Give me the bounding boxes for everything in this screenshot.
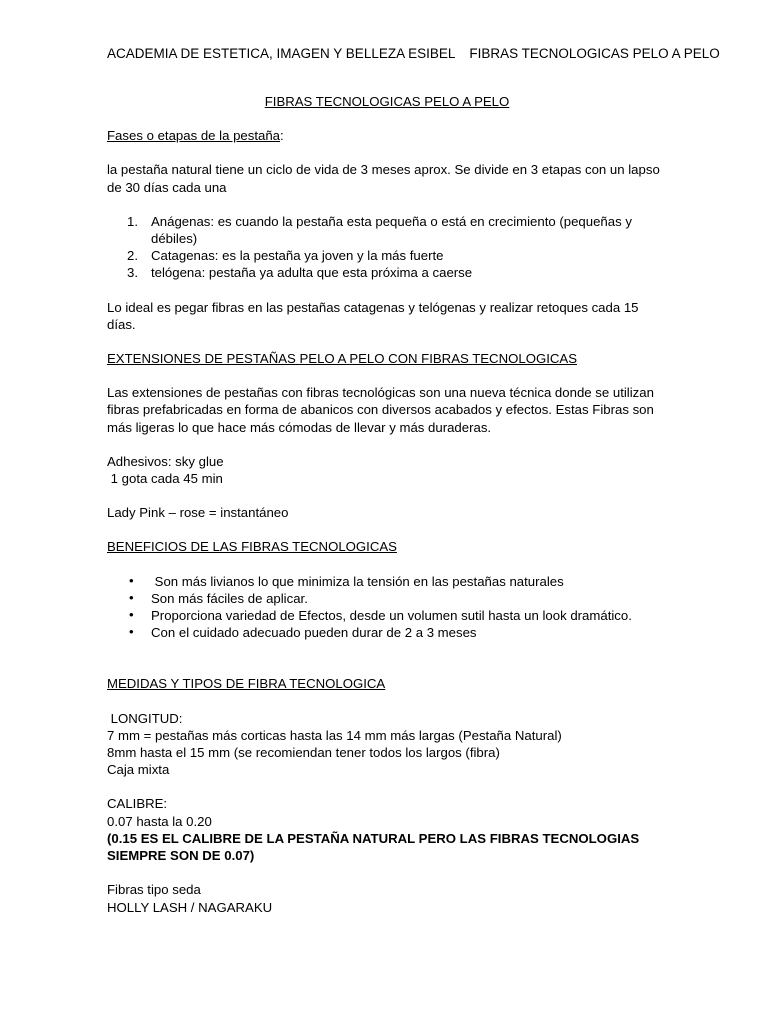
header-academy: ACADEMIA DE ESTETICA, IMAGEN Y BELLEZA ESIBEL xyxy=(107,46,456,61)
list-item xyxy=(107,590,667,607)
beneficios-heading: BENEFICIOS DE LAS FIBRAS TECNOLOGICAS xyxy=(107,539,397,555)
list-item xyxy=(107,624,667,641)
list-item xyxy=(107,264,667,281)
medidas-heading: MEDIDAS Y TIPOS DE FIBRA TECNOLOGICA xyxy=(107,676,386,692)
fibras-marcas: HOLLY LASH / NAGARAKU xyxy=(107,899,273,915)
list-item xyxy=(107,247,667,264)
fases-heading-colon: : xyxy=(280,128,284,144)
longitud-line: 7 mm = pestañas más corticas hasta las 14 mm más largas (Pestaña Natural) xyxy=(107,727,562,743)
list-number: 1. xyxy=(127,213,138,229)
list-item-text: Proporciona variedad de Efectos, desde un volumen sutil hasta un look dramático. xyxy=(151,608,632,624)
calibre-label: CALIBRE: xyxy=(107,796,168,812)
adhesivos-dosage: 1 gota cada 45 min xyxy=(107,471,223,487)
document-body xyxy=(107,93,667,916)
fases-heading-line xyxy=(107,127,667,144)
list-item-text: Catagenas: es la pestaña ya joven y la más fuerte xyxy=(151,248,444,264)
fases-heading: Fases o etapas de la pestaña xyxy=(107,128,281,144)
list-item-text: Son más livianos lo que minimiza la tensión en las pestañas naturales xyxy=(151,573,564,589)
bullet-icon: • xyxy=(129,589,134,605)
extensiones-description: Las extensiones de pestañas con fibras tecnológicas son una nueva técnica donde se utilizan fibras prefabricadas en forma de abanicos con diversos acabados y efectos. Estas Fibras son más ligeras lo que hace más cómodas de llevar y más duraderas. xyxy=(107,385,654,435)
longitud-line: Caja mixta xyxy=(107,762,170,778)
page-header xyxy=(107,45,720,62)
list-number: 3. xyxy=(127,265,138,281)
beneficios-list xyxy=(107,573,667,642)
calibre-note: (0.15 ES EL CALIBRE DE LA PESTAÑA NATURAL PERO LAS FIBRAS TECNOLOGIAS SIEMPRE SON DE 0.07) xyxy=(107,830,640,864)
fases-ideal: Lo ideal es pegar fibras en las pestañas catagenas y telógenas y realizar retoques cada 15 días. xyxy=(107,299,639,332)
list-item-text: Son más fáciles de aplicar. xyxy=(151,590,308,606)
bullet-icon: • xyxy=(129,624,134,640)
extensiones-heading: EXTENSIONES DE PESTAÑAS PELO A PELO CON FIBRAS TECNOLOGICAS xyxy=(107,351,577,367)
list-item-text: Anágenas: es cuando la pestaña esta pequeña o está en crecimiento (pequeñas y débiles) xyxy=(151,213,632,247)
longitud-line: 8mm hasta el 15 mm (se recomiendan tener todos los largos (fibra) xyxy=(107,745,500,761)
list-number: 2. xyxy=(127,248,138,264)
lady-pink-line: Lady Pink – rose = instantáneo xyxy=(107,505,289,521)
longitud-label: LONGITUD: xyxy=(107,710,183,726)
list-item-text: Con el cuidado adecuado pueden durar de 2 a 3 meses xyxy=(151,625,477,641)
calibre-range: 0.07 hasta la 0.20 xyxy=(107,813,212,829)
adhesivos-line: Adhesivos: sky glue xyxy=(107,453,224,469)
list-item xyxy=(107,607,667,624)
document-title: FIBRAS TECNOLOGICAS PELO A PELO xyxy=(264,94,510,109)
fases-intro: la pestaña natural tiene un ciclo de vida de 3 meses aprox. Se divide en 3 etapas con un lapso de 30 días cada una xyxy=(107,162,660,195)
fibras-tipo: Fibras tipo seda xyxy=(107,882,201,898)
list-item xyxy=(107,213,667,247)
bullet-icon: • xyxy=(129,607,134,623)
header-doc-title: FIBRAS TECNOLOGICAS PELO A PELO xyxy=(469,46,720,61)
fases-list xyxy=(107,213,667,282)
list-item-text: telógena: pestaña ya adulta que esta próxima a caerse xyxy=(151,265,473,281)
bullet-icon: • xyxy=(129,572,134,588)
list-item xyxy=(107,573,667,590)
